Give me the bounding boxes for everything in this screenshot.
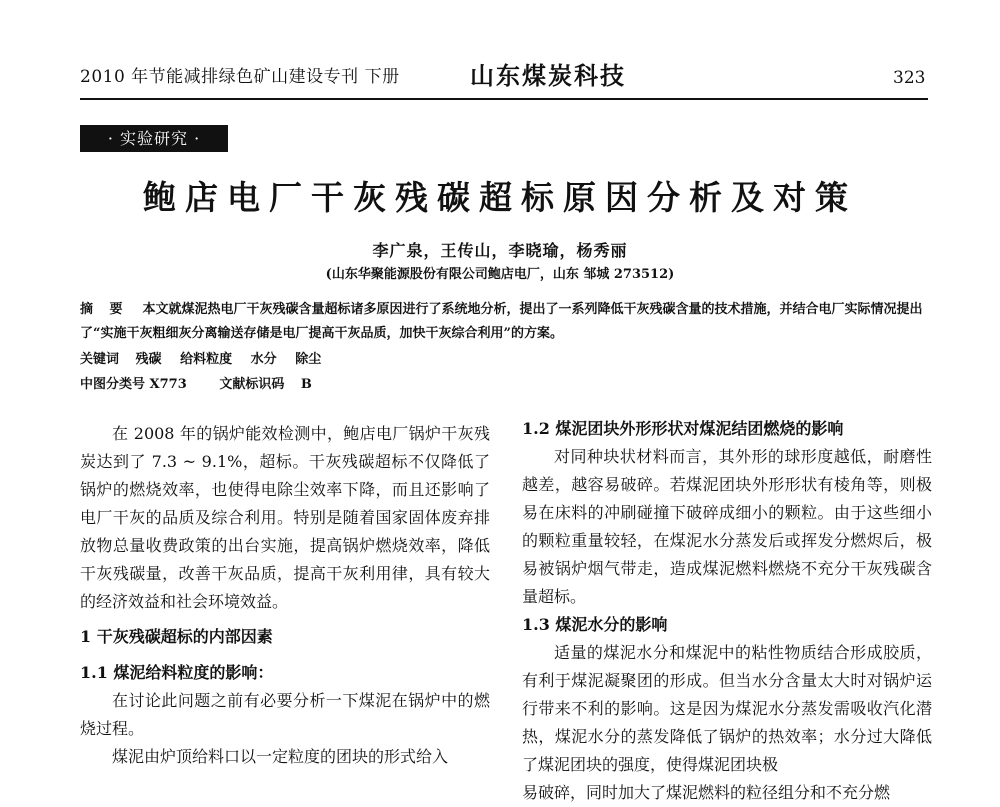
paper-title: 鲍店电厂干灰残碳超标原因分析及对策 — [143, 178, 857, 217]
keywords-label: 关键词 — [80, 352, 120, 367]
intro-paragraph: 在 2008 年的锅炉能效检测中，鲍店电厂锅炉干灰残炭达到了 7.3 ~ 9.1%，超标。干灰残碳超标不仅降低了锅炉的燃烧效率，也使得电除尘效率下降，而且还影响了电厂干灰的品质及综合利用。特别是随着国家固体废弃排放物总量收费政策的出台实施，提高锅炉燃烧效率，降低干灰残碳量，改善干灰品质，提高干灰利用律，具有较大的经济效益和社会环境效益。 — [80, 424, 490, 611]
paragraph: 适量的煤泥水分和煤泥中的粘性物质结合形成胶质，有利于煤泥凝聚团的形成。但当水分含量太大时对锅炉运行带来不利的影响。这是因为煤泥水分蒸发需吸收汽化潜热，煤泥水分的蒸发降低了锅炉的热效率；水分过大降低了煤泥团块的强度，使得煤泥团块极 — [522, 643, 932, 774]
paragraph: 易破碎，同时加大了煤泥燃料的粒径组分和不充分燃 — [522, 783, 891, 802]
subsection-heading-1-3: 1.3 煤泥水分的影响 — [522, 615, 668, 634]
subsection-heading-1-2: 1.2 煤泥团块外形形状对煤泥结团燃烧的影响 — [522, 419, 844, 438]
page-number: 323 — [893, 68, 926, 88]
running-header: 2010 年节能减排绿色矿山建设专刊 下册 — [80, 67, 400, 87]
classification-label: 中图分类号 — [80, 377, 146, 392]
journal-logo: 山东煤炭科技 — [470, 61, 626, 90]
keyword: 残碳 — [135, 352, 162, 367]
section-badge: · 实验研究 · — [80, 125, 228, 152]
abstract-text: 本文就煤泥热电厂干灰残碳含量超标诸多原因进行了系统地分析，提出了一系列降低干灰残碳含量的技术措施，并结合电厂实际情况提出了“实施干灰粗细灰分离输送存储是电厂提高干灰品质，加快干灰综合利用”的方案。 — [80, 302, 923, 341]
abstract-label: 摘 要 — [80, 302, 129, 317]
doc-code-value: B — [300, 377, 312, 392]
abstract — [80, 298, 930, 346]
section-heading-1: 1 干灰残碳超标的内部因素 — [80, 627, 273, 646]
doc-code-label: 文献标识码 — [219, 377, 285, 392]
classification — [80, 373, 312, 392]
left-column — [80, 420, 490, 771]
authors: 李广泉，王传山，李晓瑜，杨秀丽 — [372, 241, 628, 260]
paragraph: 对同种块状材料而言，其外形的球形度越低，耐磨性越差，越容易破碎。若煤泥团块外形形状有棱角等，则极易在床料的冲刷碰撞下破碎成细小的颗粒。由于这些细小的颗粒重量较轻，在煤泥水分蒸发后或挥发分燃烬后，极易被锅炉烟气带走，造成煤泥燃料燃烧不充分干灰残碳含量超标。 — [522, 447, 932, 606]
subsection-heading-1-1: 1.1 煤泥给料粒度的影响： — [80, 663, 274, 682]
keyword: 水分 — [250, 352, 277, 367]
right-column — [522, 415, 932, 807]
header-rule — [80, 98, 928, 100]
paragraph: 在讨论此问题之前有必要分析一下煤泥在锅炉中的燃烧过程。 — [80, 691, 490, 738]
keyword: 除尘 — [295, 352, 322, 367]
keyword: 给料粒度 — [180, 352, 233, 367]
paragraph: 煤泥由炉顶给料口以一定粒度的团块的形式给入 — [112, 747, 449, 766]
keywords — [80, 348, 335, 367]
classification-value: X773 — [149, 377, 187, 392]
affiliation: (山东华聚能源股份有限公司鲍店电厂，山东 邹城 273512) — [325, 267, 675, 282]
